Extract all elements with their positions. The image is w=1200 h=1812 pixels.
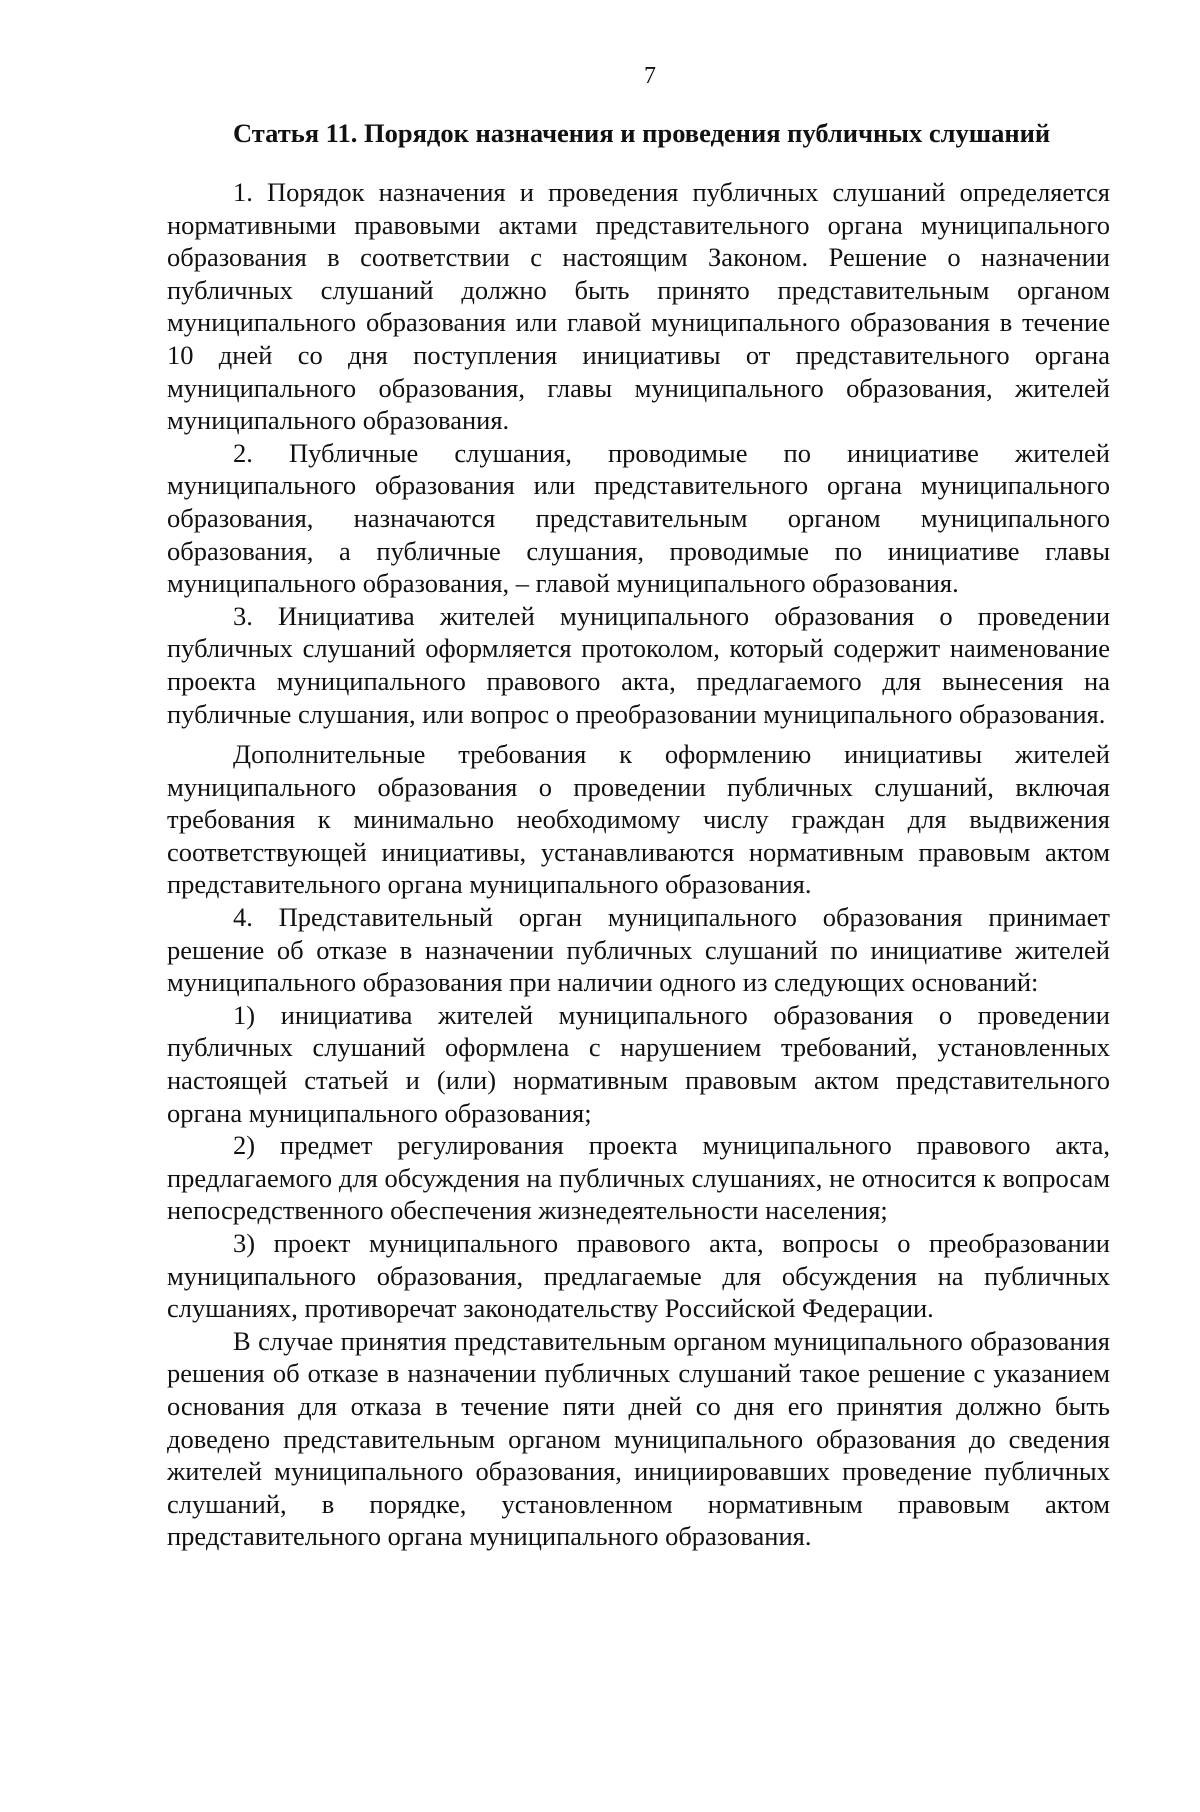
paragraph-additional-requirements: Дополнительные требования к оформлению инициативы жителей муниципального образования о проведении публичных слушаний, включая требования к минимально необходимому числу граждан для выдвижения соответствующей инициативы, устанавливаются нормативным правовым актом представительного органа муниципального образования.	[167, 739, 1110, 900]
paragraph-4: 4. Представительный орган муниципального образования принимает решение об отказе в назначении публичных слушаний по инициативе жителей муниципального образования при наличии одного из следующих оснований:	[167, 902, 1110, 998]
paragraph-3: 3. Инициатива жителей муниципального образования о проведении публичных слушаний оформляется протоколом, который содержит наименование проекта муниципального правового акта, предлагаемого для вынесения на публичные слушания, или вопрос о преобразовании муниципального образования.	[167, 600, 1110, 729]
list-item-3: 3) проект муниципального правового акта, вопросы о преобразовании муниципального образования, предлагаемые для обсуждения на публичных слушаниях, противоречат законодательству Российской Федерации.	[167, 1228, 1110, 1324]
list-item-1: 1) инициатива жителей муниципального образования о проведении публичных слушаний оформлена с нарушением требований, установленных настоящей статьей и (или) нормативным правовым актом представительного органа муниципального образования;	[167, 999, 1110, 1128]
paragraph-2: 2. Публичные слушания, проводимые по инициативе жителей муниципального образования или представительного органа муниципального образования, назначаются представительным органом муниципального образования, а публичные слушания, проводимые по инициативе главы муниципального образования, – главой муниципального образования.	[167, 437, 1110, 599]
list-item-2: 2) предмет регулирования проекта муниципального правового акта, предлагаемого для обсуждения на публичных слушаниях, не относится к вопросам непосредственного обеспечения жизнедеятельности населения;	[167, 1130, 1110, 1226]
paragraph-1: 1. Порядок назначения и проведения публичных слушаний определяется нормативными правовыми актами представительного органа муниципального образования в соответствии с настоящим Законом. Решение о назначении публичных слушаний должно быть принято представительным органом муниципального образования или главой муниципального образования в течение 10 дней со дня поступления инициативы от представительного органа муниципального образования, главы муниципального образования, жителей муниципального образования.	[167, 177, 1110, 436]
article-body	[167, 116, 1110, 1553]
page-number: 7	[644, 63, 656, 89]
paragraph-spacer	[167, 730, 1110, 738]
paragraph-refusal-notice: В случае принятия представительным органом муниципального образования решения об отказе в назначении публичных слушаний такое решение с указанием основания для отказа в течение пяти дней со дня его принятия должно быть доведено представительным органом муниципального образования до сведения жителей муниципального образования, инициировавших проведение публичных слушаний, в порядке, установленном нормативным правовым актом представительного органа муниципального образования.	[167, 1325, 1110, 1552]
article-title: Статья 11. Порядок назначения и проведения публичных слушаний	[233, 118, 1051, 148]
